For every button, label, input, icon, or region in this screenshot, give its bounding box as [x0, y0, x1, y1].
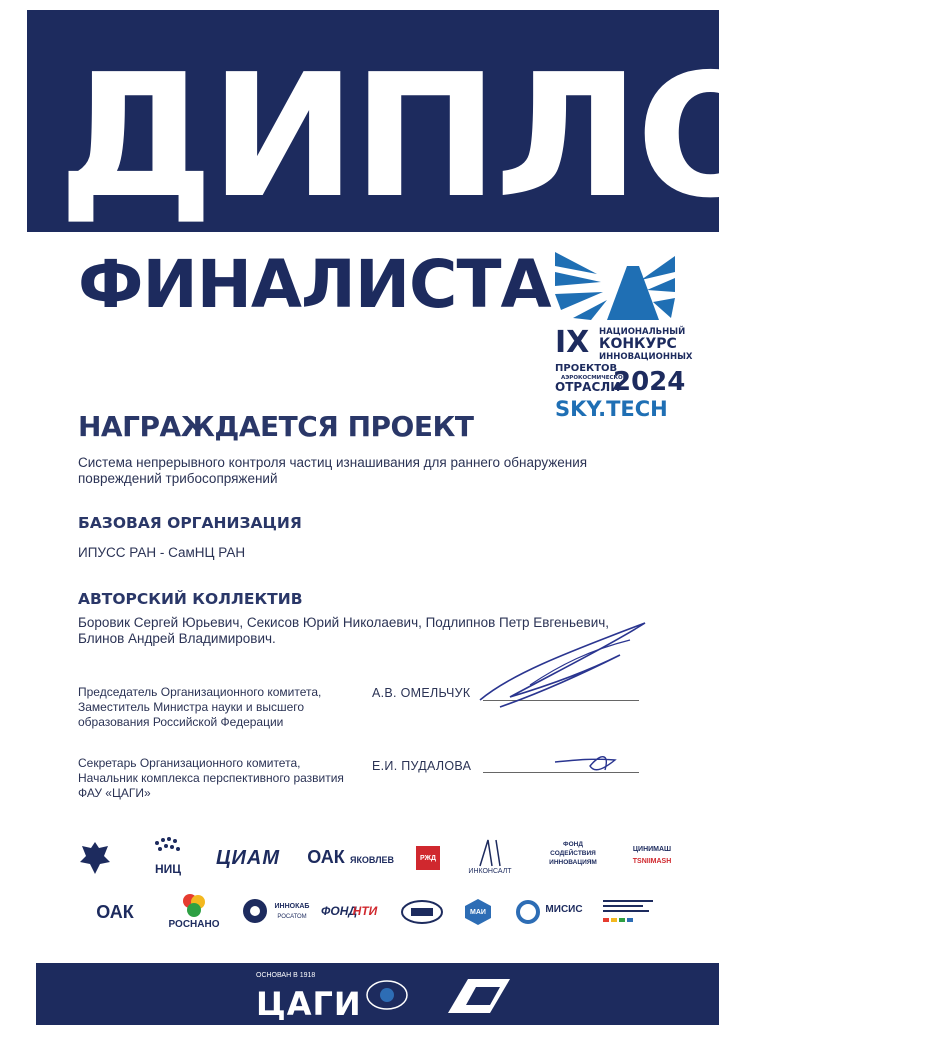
rosatom-logo-icon [242, 898, 268, 924]
ministry-emblem-icon [78, 838, 112, 878]
university-emblem-icon [401, 900, 443, 924]
authors-text: Боровик Сергей Юрьевич, Секисов Юрий Николаевич, Подлипнов Петр Евгеньевич, Блинов Андрей Владимирович. [78, 615, 610, 646]
misis-logo-icon [516, 900, 540, 924]
contest-year: 2024 [613, 367, 686, 397]
organization-text: ИПУСС РАН - СамНЦ РАН [78, 545, 246, 560]
infrastructure-fund-logo-icon [603, 898, 667, 926]
national-project-logo-icon [444, 975, 512, 1015]
partner-oak-2: ОАК [96, 901, 134, 922]
partner-rzd: РЖД [416, 846, 440, 870]
partner-rosnano: РОСНАНО [168, 918, 220, 930]
skytech-logo [555, 252, 693, 422]
project-text: Система непрерывного контроля частиц изнашивания для раннего обнаружения повреждений трибосопряжений [78, 455, 588, 486]
partner-inconsult: ИНКОНСАЛТ [468, 867, 512, 875]
partner-fond-innovations: ФОНД СОДЕЙСТВИЯ ИННОВАЦИЯМ [549, 840, 597, 866]
partner-oak-1: ОАК [307, 846, 345, 867]
contest-line1: НАЦИОНАЛЬНЫЙ [599, 327, 686, 337]
signature-2-position: Секретарь Организационного комитета, Начальник комплекса перспективного развития ФАУ «ЦАГИ» [78, 756, 344, 800]
diploma-title: ДИПЛОМ [58, 38, 951, 236]
partner-cinimash: ЦИНИМАШ [632, 845, 672, 853]
nic-logo-icon [151, 835, 183, 863]
signature-1-name: А.В. ОМЕЛЬЧУК [372, 686, 471, 700]
contest-name: SKY.TECH [555, 397, 668, 421]
signature-2-name: Е.И. ПУДАЛОВА [372, 759, 472, 773]
partner-nti: НТИ [352, 904, 378, 918]
partner-yakovlev: ЯКОВЛЕВ [349, 855, 395, 865]
partner-mai: МАИ [470, 908, 486, 916]
partner-rosatom: РОСАТОМ [277, 913, 307, 920]
contest-line3: ИННОВАЦИОННЫХ [599, 352, 693, 362]
footer-tagline: ОСНОВАН В 1918 [256, 972, 316, 979]
signature-1-position: Председатель Организационного комитета, Заместитель Министра науки и высшего образования Российской Федерации [78, 685, 322, 729]
rosnano-logo-icon [180, 893, 208, 919]
authors-heading: АВТОРСКИЙ КОЛЛЕКТИВ [78, 590, 303, 608]
contest-line4: ПРОЕКТОВ [555, 363, 618, 374]
anniversary-emblem-icon [364, 975, 410, 1015]
signature-1-handwriting [470, 615, 670, 715]
partner-ciam: ЦИАМ [215, 846, 281, 869]
project-heading: НАГРАЖДАЕТСЯ ПРОЕКТ [78, 410, 474, 443]
contest-line2: КОНКУРС [599, 336, 677, 352]
contest-line5: АЭРОКОСМИЧЕСКОЙ [561, 375, 628, 381]
footer-tsagi-logo: ЦАГИ [256, 985, 362, 1023]
organization-heading: БАЗОВАЯ ОРГАНИЗАЦИЯ [78, 514, 302, 532]
partner-tsniimash: TSNIIMASH [632, 857, 672, 865]
diploma-subtitle: ФИНАЛИСТА [78, 246, 551, 323]
partner-misis: МИСИС [545, 903, 583, 915]
signature-2-handwriting [550, 748, 630, 778]
contest-roman: IX [555, 325, 590, 360]
inconsult-logo-icon [470, 838, 510, 868]
partner-innokab: ИННОКАБ [274, 903, 310, 910]
partner-fond: ФОНД [320, 904, 358, 918]
contest-line6: ОТРАСЛИ [555, 380, 621, 394]
partner-nic: НИЦ [154, 862, 182, 876]
